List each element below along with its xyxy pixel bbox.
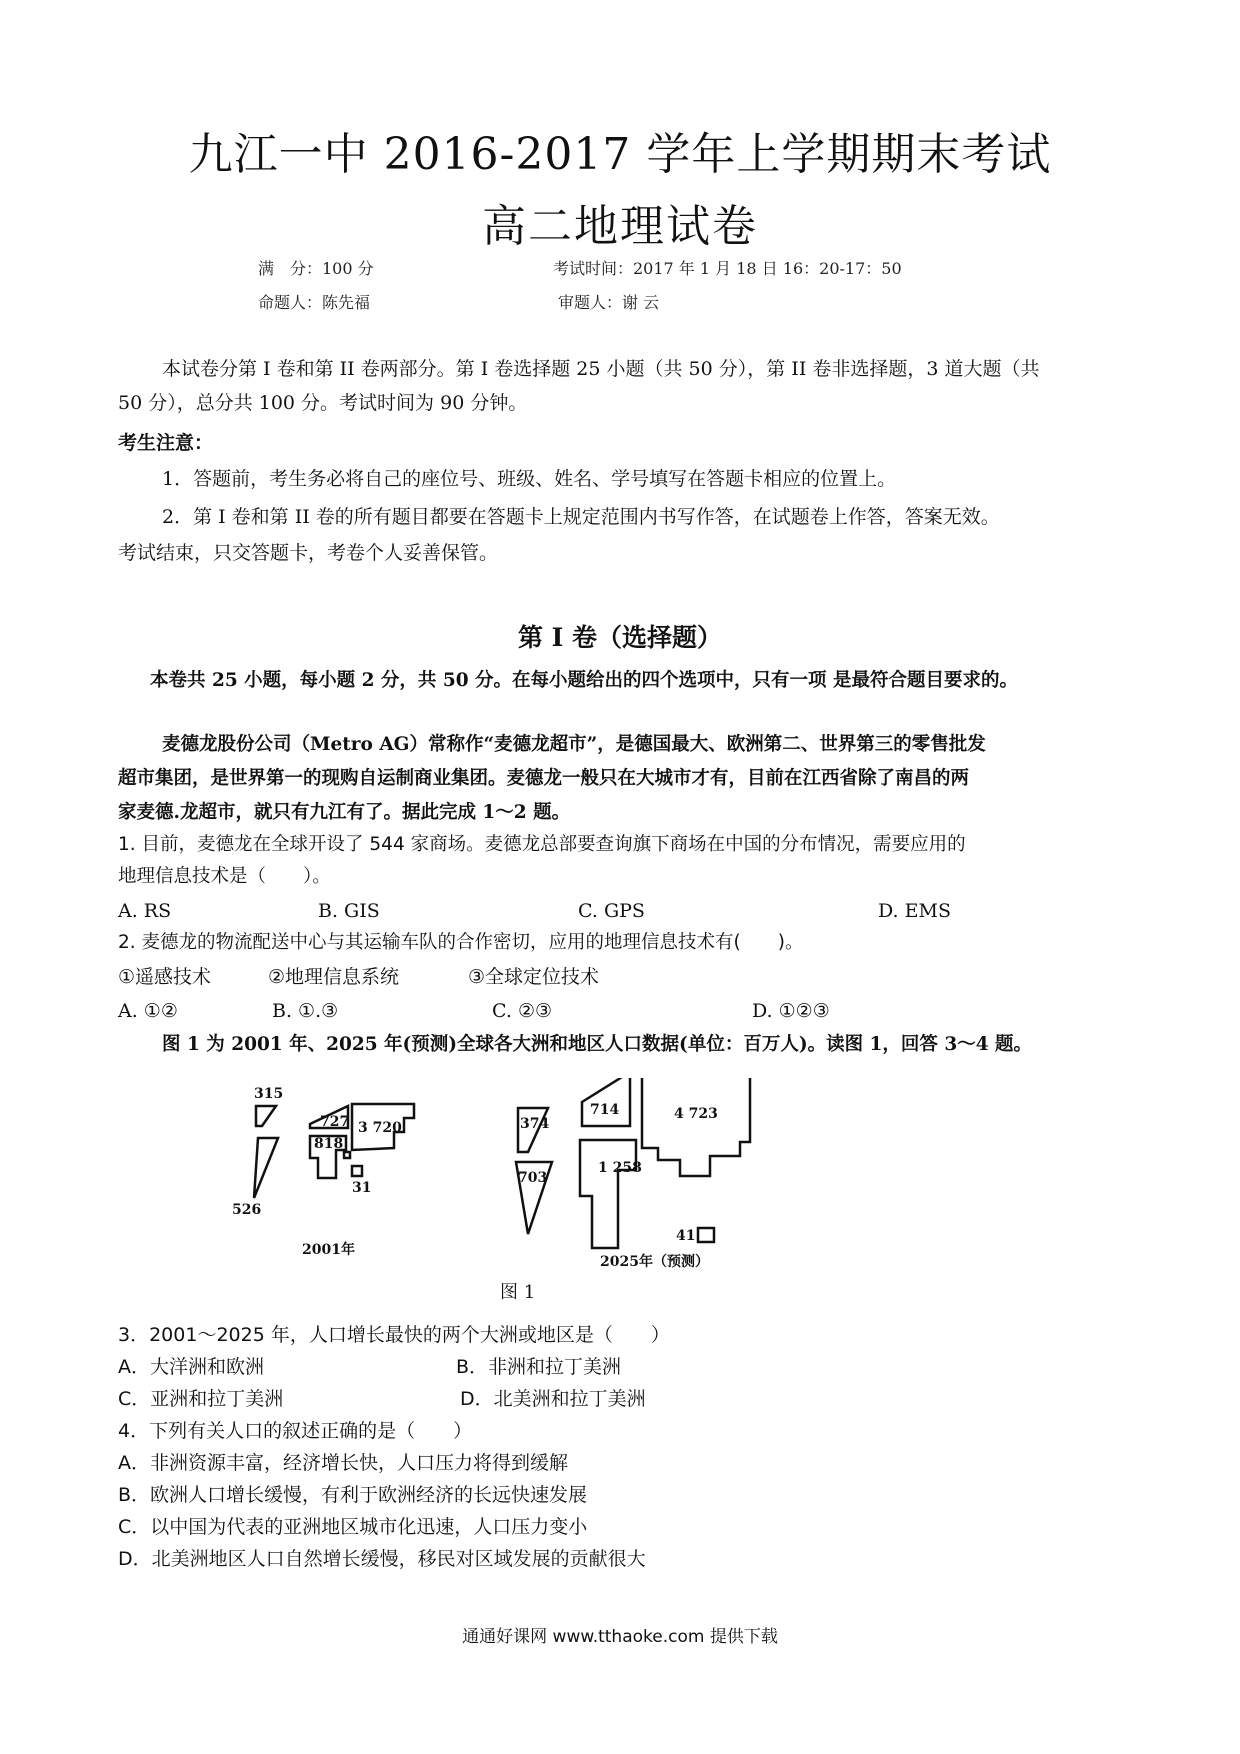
q3-option-d: D．北美洲和拉丁美洲 [460,1388,646,1410]
left-year-label: 2001年 [302,1242,355,1258]
section-instruction: 本卷共 25 小题，每小题 2 分，共 50 分。在每小题给出的四个选项中，只有一项 是最符合题目要求的。 [150,670,1018,691]
q2-item-1: ①遥感技术 [118,966,212,988]
passage-line-1: 麦德龙股份公司（Metro AG）常称作“麦德龙超市”，是德国最大、欧洲第二、世界第三的零售批发 [162,734,986,755]
q2-stem: 2. 麦德龙的物流配送中心与其运输车队的合作密切，应用的地理信息技术有( )。 [118,932,804,953]
q3-option-c: C．亚洲和拉丁美洲 [118,1388,284,1410]
reviewer: 审题人：谢 云 [558,293,660,312]
left-value-3: 727 [320,1114,350,1130]
q3-stem: 3．2001～2025 年，人口增长最快的两个大洲或地区是（ ） [118,1324,670,1346]
right-value-5: 4 723 [674,1106,718,1122]
section-title: 第 I 卷（选择题） [517,623,723,652]
q2-option-d: D. ①②③ [752,1000,830,1022]
exam-title: 九江一中 2016-2017 学年上学期期末考试 [188,129,1052,180]
right-value-6: 41 [676,1228,696,1244]
q4-option-b: B．欧洲人口增长缓慢，有利于欧洲经济的长远快速发展 [118,1484,588,1506]
left-value-2: 526 [232,1202,262,1218]
q3-option-b: B．非洲和拉丁美洲 [456,1356,622,1378]
right-value-1: 374 [520,1116,550,1132]
left-value-4: 818 [314,1136,344,1152]
left-value-5: 3 720 [358,1120,402,1136]
figure-caption: 图 1 [500,1282,536,1303]
q2-option-c: C. ②③ [492,1000,553,1022]
q1-option-b: B. GIS [318,900,380,922]
passage-line-2: 超市集团，是世界第一的现购自运制商业集团。麦德龙一般只在大城市才有，目前在江西省除了南昌的两 [118,768,970,789]
q4-option-a: A．非洲资源丰富，经济增长快，人口压力将得到缓解 [118,1452,568,1474]
q2-item-2: ②地理信息系统 [268,966,400,988]
right-year-label: 2025年（预测） [600,1254,709,1270]
q3-option-a: A．大洋洲和欧洲 [118,1356,264,1378]
setter: 命题人：陈先福 [258,293,371,312]
passage-line-3: 家麦德.龙超市，就只有九江有了。据此完成 1～2 题。 [118,802,571,823]
figure-intro: 图 1 为 2001 年、2025 年(预测)全球各大洲和地区人口数据(单位：百万人)。读图 1，回答 3～4 题。 [162,1034,1033,1055]
q4-option-c: C．以中国为代表的亚洲地区城市化迅速，人口压力变小 [118,1516,588,1538]
left-value-6: 31 [352,1180,372,1196]
intro-line-2: 50 分），总分共 100 分。考试时间为 90 分钟。 [118,392,528,414]
left-value-1: 315 [254,1086,284,1102]
q1-stem-line-2: 地理信息技术是（ ）。 [118,866,331,887]
q2-option-a: A. ①② [118,1000,178,1022]
q2-option-b: B. ①.③ [272,1000,339,1022]
population-cartogram-figure [218,1078,918,1308]
right-value-3: 714 [590,1102,620,1118]
full-score: 满 分：100 分 [258,259,374,278]
q1-stem-line-1: 1. 目前，麦德龙在全球开设了 544 家商场。麦德龙总部要查询旗下商场在中国的分布情况，需要应用的 [118,834,966,855]
q2-item-3: ③全球定位技术 [468,966,600,988]
right-value-4: 1 258 [598,1160,642,1176]
q1-option-a: A. RS [118,900,172,922]
exam-subtitle: 高二地理试卷 [482,201,758,252]
q4-option-d: D．北美洲地区人口自然增长缓慢，移民对区域发展的贡献很大 [118,1548,646,1570]
notice-2-line-2: 考试结束，只交答题卡，考卷个人妥善保管。 [118,542,499,564]
figure-background [218,1078,918,1308]
page-footer: 通通好课网 www.tthaoke.com 提供下载 [462,1627,778,1647]
right-value-2: 703 [518,1170,548,1186]
q1-option-d: D. EMS [878,900,951,922]
q4-stem: 4．下列有关人口的叙述正确的是（ ） [118,1420,473,1442]
q1-option-c: C. GPS [578,900,645,922]
notice-2-line-1: 2．第 I 卷和第 II 卷的所有题目都要在答题卡上规定范围内书写作答，在试题卷上作答，答案无效。 [162,506,1000,528]
exam-time: 考试时间：2017 年 1 月 18 日 16：20-17：50 [553,259,902,278]
notice-title: 考生注意： [118,432,214,454]
notice-1: 1．答题前，考生务必将自己的座位号、班级、姓名、学号填写在答题卡相应的位置上。 [162,468,897,490]
intro-line-1: 本试卷分第 I 卷和第 II 卷两部分。第 I 卷选择题 25 小题（共 50 分），第 II 卷非选择题，3 道大题（共 [162,358,1040,380]
